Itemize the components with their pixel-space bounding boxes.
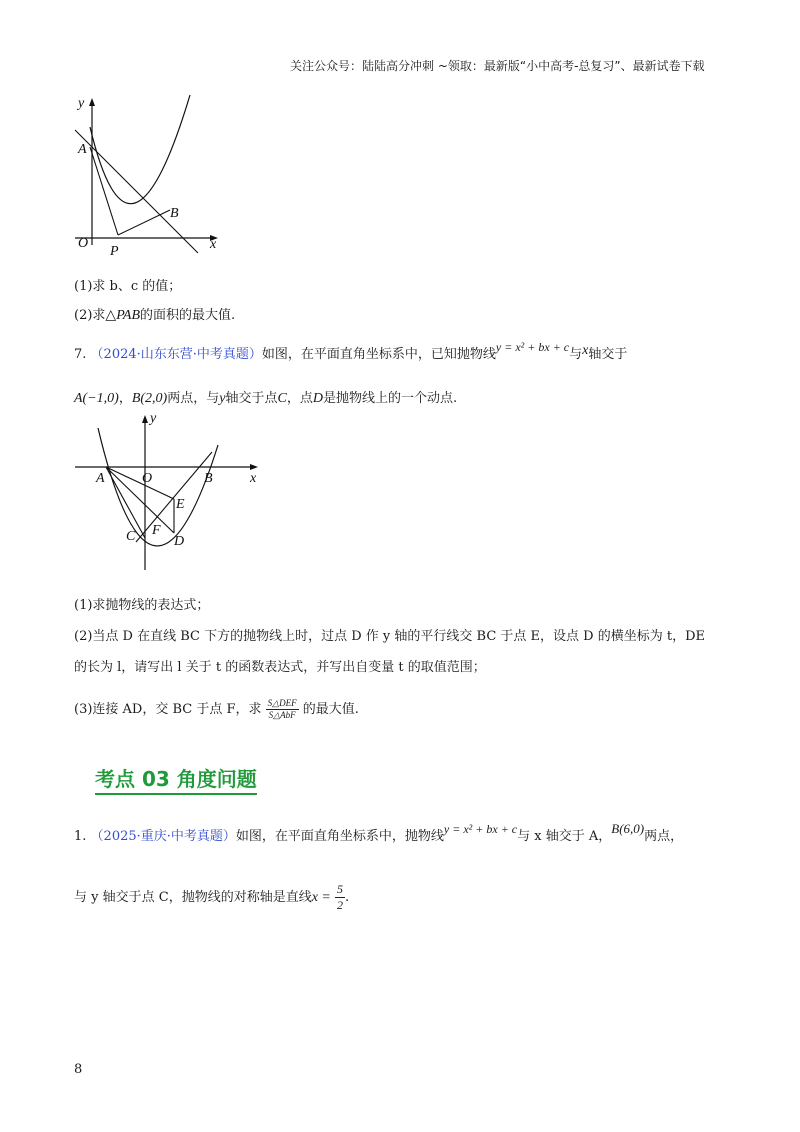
q7-point-b: B(2,0) [131, 391, 168, 406]
y-axis-arrow [142, 415, 148, 423]
line-ac [106, 467, 145, 538]
q7-text4: 两点，与 [167, 391, 220, 406]
section-heading: 考点 03 角度问题 [95, 763, 257, 795]
label-o: O [142, 471, 153, 486]
prev-question-part2 [74, 304, 235, 324]
q1-text3: 两点， [644, 829, 684, 844]
q7-d: D [312, 391, 323, 406]
q1-number: 1. [74, 829, 87, 844]
q7-part2-line2: 的长为 l，请写出 l 关于 t 的函数表达式，并写出自变量 t 的取值范围； [74, 660, 486, 675]
q7-line1 [74, 340, 628, 363]
line-ae [106, 467, 174, 499]
q1-formula: y = x² + bx + c [443, 822, 518, 836]
q7-text3: 轴交于 [588, 347, 628, 362]
label-b: B [170, 206, 179, 221]
q7-comma: ， [118, 391, 132, 406]
axis-fraction-numerator: 5 [337, 882, 344, 896]
q1-text1: 如图，在平面直角坐标系中，抛物线 [235, 829, 444, 844]
q7-c: C [277, 391, 287, 406]
label-x: x [250, 471, 257, 486]
area-ratio-numerator: S△DEF [267, 698, 297, 708]
prev-question-part1: (1)求 b、c 的值； [74, 279, 182, 294]
figure-parabola-def [70, 410, 270, 575]
q1-line2 [74, 882, 349, 913]
q7-p3-prefix: (3)连接 AD，交 BC 于点 F，求 [74, 702, 262, 717]
label-y: y [150, 411, 157, 426]
q7-text7: 是抛物线上的一个动点. [322, 391, 458, 406]
q7-p3-suffix: 的最大值. [302, 702, 359, 717]
p2-suffix: 的面积的最大值. [140, 308, 236, 323]
label-p: P [110, 244, 119, 259]
area-ratio-fraction [266, 698, 299, 721]
q7-x-var: x [582, 343, 589, 358]
line-pb [118, 210, 170, 235]
label-o: O [78, 236, 89, 251]
line-ab [75, 130, 198, 253]
label-b: B [204, 471, 213, 486]
axis-fraction [335, 882, 345, 913]
q7-text2: 与 [569, 347, 583, 362]
q7-y-var: y [219, 391, 226, 406]
area-ratio-denominator: S△AbF [268, 710, 296, 720]
q7-part1: (1)求抛物线的表达式； [74, 598, 210, 613]
q7-line2 [74, 387, 457, 407]
label-d: D [174, 534, 185, 549]
page-number: 8 [74, 1062, 83, 1077]
label-y: y [78, 96, 85, 111]
y-axis-arrow [89, 98, 95, 106]
figure-parabola-pab [70, 95, 230, 260]
label-a: A [96, 471, 105, 486]
q7-formula: y = x² + bx + c [495, 340, 570, 354]
page-header: 关注公众号：陆陆高分冲刺 ~领取：最新版“小中高考-总复习”、最新试卷下载 [290, 59, 705, 73]
q7-text1: 如图，在平面直角坐标系中，已知抛物线 [261, 347, 496, 362]
label-x: x [210, 237, 217, 252]
q7-text5: 轴交于点 [225, 391, 278, 406]
x-axis-arrow [250, 464, 258, 470]
q1-line2-prefix: 与 y 轴交于点 C，抛物线的对称轴是直线 [74, 890, 312, 905]
axis-fraction-denominator: 2 [337, 898, 344, 912]
p2-prefix: (2)求 [74, 308, 106, 323]
p2-math: △PAB [105, 308, 141, 323]
label-a: A [78, 142, 87, 157]
q7-source-tag: （2024·山东东营·中考真题） [90, 347, 262, 362]
q7-part3 [74, 698, 359, 721]
label-e: E [176, 497, 185, 512]
label-f: F [152, 523, 161, 538]
q1-axis-eq: x = [311, 890, 331, 905]
q7-point-a: A(−1,0) [74, 391, 119, 406]
q7-text6: ，点 [286, 391, 313, 406]
q1-point-b: B(6,0) [611, 821, 645, 836]
q1-line1 [74, 821, 684, 844]
q7-number: 7. [74, 347, 87, 362]
q1-line2-suffix: . [345, 890, 350, 905]
label-c: C [126, 529, 136, 544]
parabola [90, 95, 190, 204]
q7-part2-line1: (2)当点 D 在直线 BC 下方的抛物线上时，过点 D 作 y 轴的平行线交 BC 于点 E，设点 D 的横坐标为 t，DE [74, 629, 705, 644]
line-ad [106, 467, 174, 533]
q1-source-tag: （2025·重庆·中考真题） [90, 829, 236, 844]
q1-text2: 与 x 轴交于 A， [517, 829, 612, 844]
